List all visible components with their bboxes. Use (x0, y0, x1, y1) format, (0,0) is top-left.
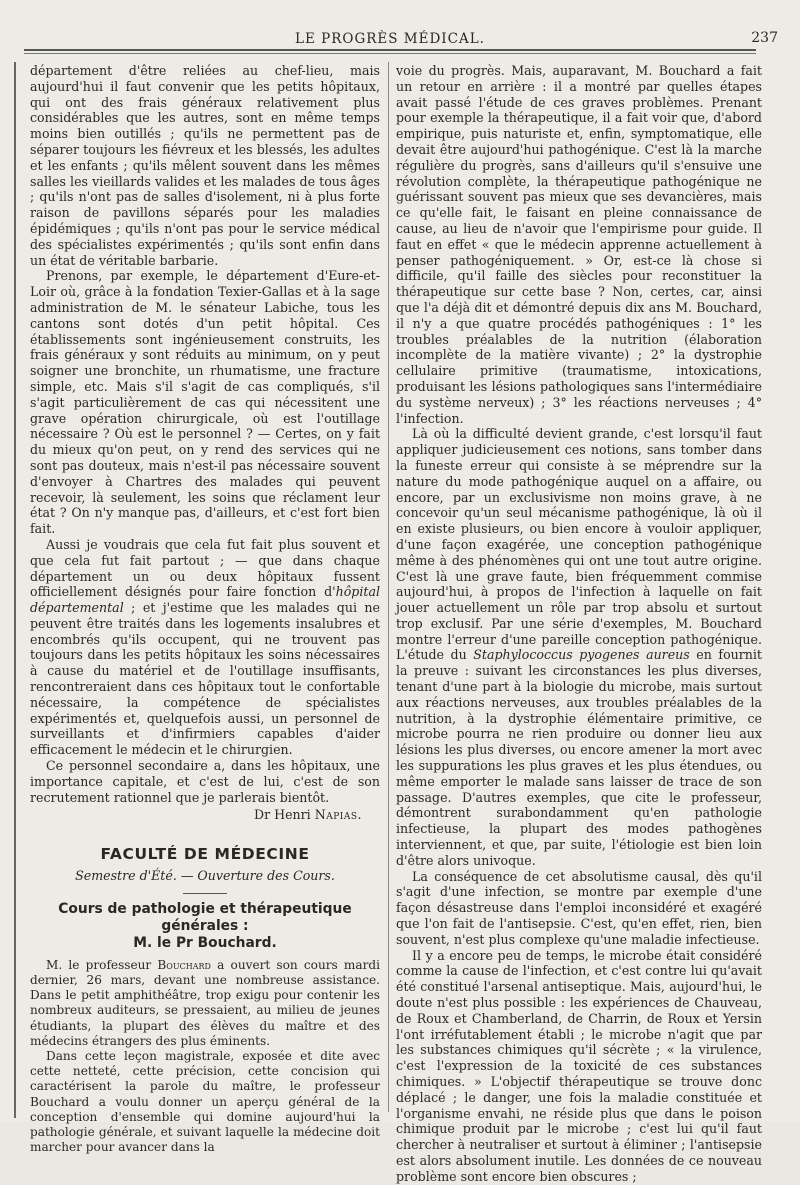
paragraph: Ce personnel secondaire a, dans les hôpitaux, une importance capitale, et c'est de lui, c'est de son recrutement rationnel que je parlerais bientôt. (30, 758, 380, 805)
page-number: 237 (751, 30, 778, 46)
paragraph-text: Là où la difficulté devient grande, c'est lorsqu'il faut appliquer judicieusement ces notions, sans tomber dans la funeste erreur qui consiste à se méprendre sur la nature du mode pathogénique auquel on a affaire, ou encore, par un exclusivisme non moins grave, à ne concevoir qu'un seul mécanisme pathogénique, là où il en existe plusieurs, ou bien encore à vouloir appliquer, d'une façon exagérée, une conception pathogénique même à des phénomènes qui ont une tout autre origine. C'est là une grave faute, bien fréquemment commise aujourd'hui, à propos de l'infection à laquelle on fait jouer actuellement un rôle par trop absolu et surtout trop exclusif. Par une série d'exemples, M. Bouchard montre l'erreur d'une pareille conception pathogénique. L'étude du (396, 426, 762, 663)
paragraph (396, 426, 762, 868)
left-column (30, 63, 380, 1155)
emphasis-text: hôpital départemental (30, 584, 380, 616)
paragraph-text: a ouvert son cours mardi dernier, 26 mars, devant une nombreuse assistance. Dans le petit amphithéâtre, trop exigu pour contenir les nombreux auditeurs, se pressaient, au milieu de jeunes étudiants, la plupart des élèves du maître et des médecins étrangers des plus éminents. (30, 957, 380, 1048)
paragraph-text: Aussi je voudrais que cela fut fait plus souvent et que cela fut fait partout ; — que dans chaque département un ou deux hôpitaux fussent officiellement désignés pour faire fonction d' (30, 536, 380, 600)
section-title: FACULTÉ DE MÉDECINE (100, 845, 310, 864)
paragraph: Prenons, par exemple, le département d'Eure-et-Loir où, grâce à la fondation Texier-Gallas et à la sage administration de M. le sénateur Labiche, tous les cantons sont dotés d'un petit hôpital. Ces établissements sont ingénieusement construits, les frais généraux y sont réduits au minimum, on y peut soigner une bronchite, un rhumatisme, une fracture simple, etc. Mais s'il s'agit de cas compliqués, s'il s'agit particulièrement de cas qui nécessitent une grave opération chirurgicale, où est l'outillage nécessaire ? Où est le personnel ? — Certes, on y fait du mieux qu'on peut, on y rend des services qui ne sont pas douteux, mais n'est-il pas nécessaire souvent d'envoyer à Chartres des malades qui peuvent recevoir, là seulement, les soins que réclament leur état ? On n'y manque pas, d'ailleurs, et c'est fort bien fait. (30, 268, 380, 537)
paragraph-text: ; et j'estime que les malades qui ne peuvent être traités dans les logements insalubres et encombrés qu'ils occupent, qui ne trouvent pas toujours dans les petits hôpitaux les soins nécessaires à cause du matériel et de l'outillage insuffisants, rencontreraient dans ces hôpitaux tout le confortable nécessaire, la compétence de spécialistes expérimentés et, quelquefois aussi, un personnel de surveillants et d'infirmiers capables d'aider efficacement le médecin et le chirurgien. (30, 600, 380, 758)
lecture-title (30, 901, 380, 952)
lecture-title-line: M. le Pr Bouchard. (133, 934, 277, 951)
page-header (24, 26, 778, 48)
section-divider (183, 893, 227, 894)
signature-name: Napias. (314, 807, 362, 823)
running-title: LE PROGRÈS MÉDICAL. (295, 31, 485, 47)
signature-prefix: Dr Henri (253, 807, 315, 823)
paragraph: Il y a encore peu de temps, le microbe était considéré comme la cause de l'infection, et c'est contre lui qu'avait été constitué l'arsenal antiseptique. Mais, aujourd'hui, le doute n'est plus possible : les expériences de Chauveau, de Roux et Chamberland, de Charrin, de Roux et Yersin l'ont irréfutablement établi ; le microbe n'agit que par les substances chimiques qu'il sécrète ; « la virulence, c'est l'expression de la toxicité de ces substances chimiques. » L'objectif thérapeutique se trouve donc déplacé ; le danger, une fois la maladie constituée et l'organisme envahi, ne réside plus que dans le poison chimique produit par le microbe ; c'est lui qu'il faut chercher à neutraliser et surtout à éliminer ; l'antisepsie est alors absolument inutile. Les données de ce nouveau problème sont encore bien obscures ; (396, 947, 762, 1184)
paragraph: Dans cette leçon magistrale, exposée et dite avec cette netteté, cette précision, cette concision qui caractérisent la parole du maître, le professeur Bouchard a voulu donner un aperçu général de la conception d'ensemble qui domine aujourd'hui la pathologie générale, et suivant laquelle la médecine doit marcher pour avancer dans la (30, 1049, 380, 1155)
margin-rule (14, 62, 16, 1118)
right-column (396, 63, 762, 1185)
paragraph-text: en fournit la preuve : suivant les circonstances les plus diverses, tenant d'une part à la biologie du microbe, mais surtout aux réactions nerveuses, aux troubles préalables de la nutrition, à la dystrophie élémentaire primitive, ce microbe pourra ne rien produire ou donner lieu aux lésions les plus diverses, ou encore amener la mort avec les suppurations les plus graves et les plus étendues, ou même emporter le malade sans laisser de trace de son passage. D'autres exemples, que cite le professeur, démontrent surabondamment qu'en pathologie infectieuse, la plupart des modes pathogènes interviennent, et que, par suite, l'étiologie est bien loin d'être alors univoque. (396, 647, 762, 868)
column-divider (388, 62, 389, 1112)
paragraph: département d'être reliées au chef-lieu, mais aujourd'hui il faut convenir que les petits hôpitaux, qui ont des frais généraux relativement plus considérables que les autres, sont en même temps moins bien outillés ; qu'ils ne permettent pas de séparer toujours les fiévreux et les blessés, les adultes et les enfants ; qu'ils mêlent souvent dans les mêmes salles les vieillards valides et les malades de tous âges ; qu'ils n'ont pas de salles d'isolement, ni à plus forte raison de pavillons séparés pour les maladies épidémiques ; qu'ils n'ont pas pour le service médical des spécialistes expérimentés ; qu'ils sont enfin dans un état de véritable barbarie. (30, 63, 380, 268)
paragraph (30, 537, 380, 758)
lecture-title-line: Cours de pathologie et thérapeutique générales : (58, 900, 352, 934)
header-rule (24, 49, 756, 54)
emphasis-text: Staphylococcus pyogenes aureus (473, 647, 690, 663)
paragraph: voie du progrès. Mais, auparavant, M. Bouchard a fait un retour en arrière : il a montré par quelles étapes avait passé l'étude de ces graves problèmes. Prenant pour exemple la thérapeutique, il a fait voir que, d'abord empirique, puis naturiste et, enfin, symptomatique, elle devait être aujourd'hui pathogénique. C'est là la marche régulière du progrès, sans d'ailleurs qu'il s'ensuive une révolution complète, la thérapeutique pathogénique ne guérissant souvent pas mieux que ses devancières, mais ce qu'elle fait, le faisant en pleine connaissance de cause, au lieu de n'avoir que l'empirisme pour guide. Il faut en effet « que le médecin apprenne actuellement à penser pathogéniquement. » Or, est-ce là chose si difficile, qu'il faille des siècles pour reconstituer la thérapeutique sur cette base ? Non, certes, car, ainsi que l'a déjà dit et démontré depuis dix ans M. Bouchard, il n'y a que quatre procédés pathogéniques : 1° les troubles préalables de la nutrition (élaboration incomplète de la matière vivante) ; 2° la dystrophie cellulaire primitive (traumatisme, intoxications, produisant les lésions pathologiques sans l'intermédiaire du système nerveux) ; 3° les réactions nerveuses ; 4° l'infection. (396, 63, 762, 426)
person-name: Bouchard (157, 957, 211, 972)
author-signature (30, 807, 380, 823)
section-subtitle: Semestre d'Été. — Ouverture des Cours. (75, 868, 335, 884)
paragraph: La conséquence de cet absolutisme causal, dès qu'il s'agit d'une infection, se montre par exemple d'une façon désastreuse dans l'emploi inconsidéré et exagéré que l'on fait de l'antisepsie. C'est, qu'en effet, rien, bien souvent, n'est plus complexe qu'une maladie infectieuse. (396, 868, 762, 947)
paragraph (30, 958, 380, 1049)
paragraph-text: M. le professeur (46, 957, 158, 972)
